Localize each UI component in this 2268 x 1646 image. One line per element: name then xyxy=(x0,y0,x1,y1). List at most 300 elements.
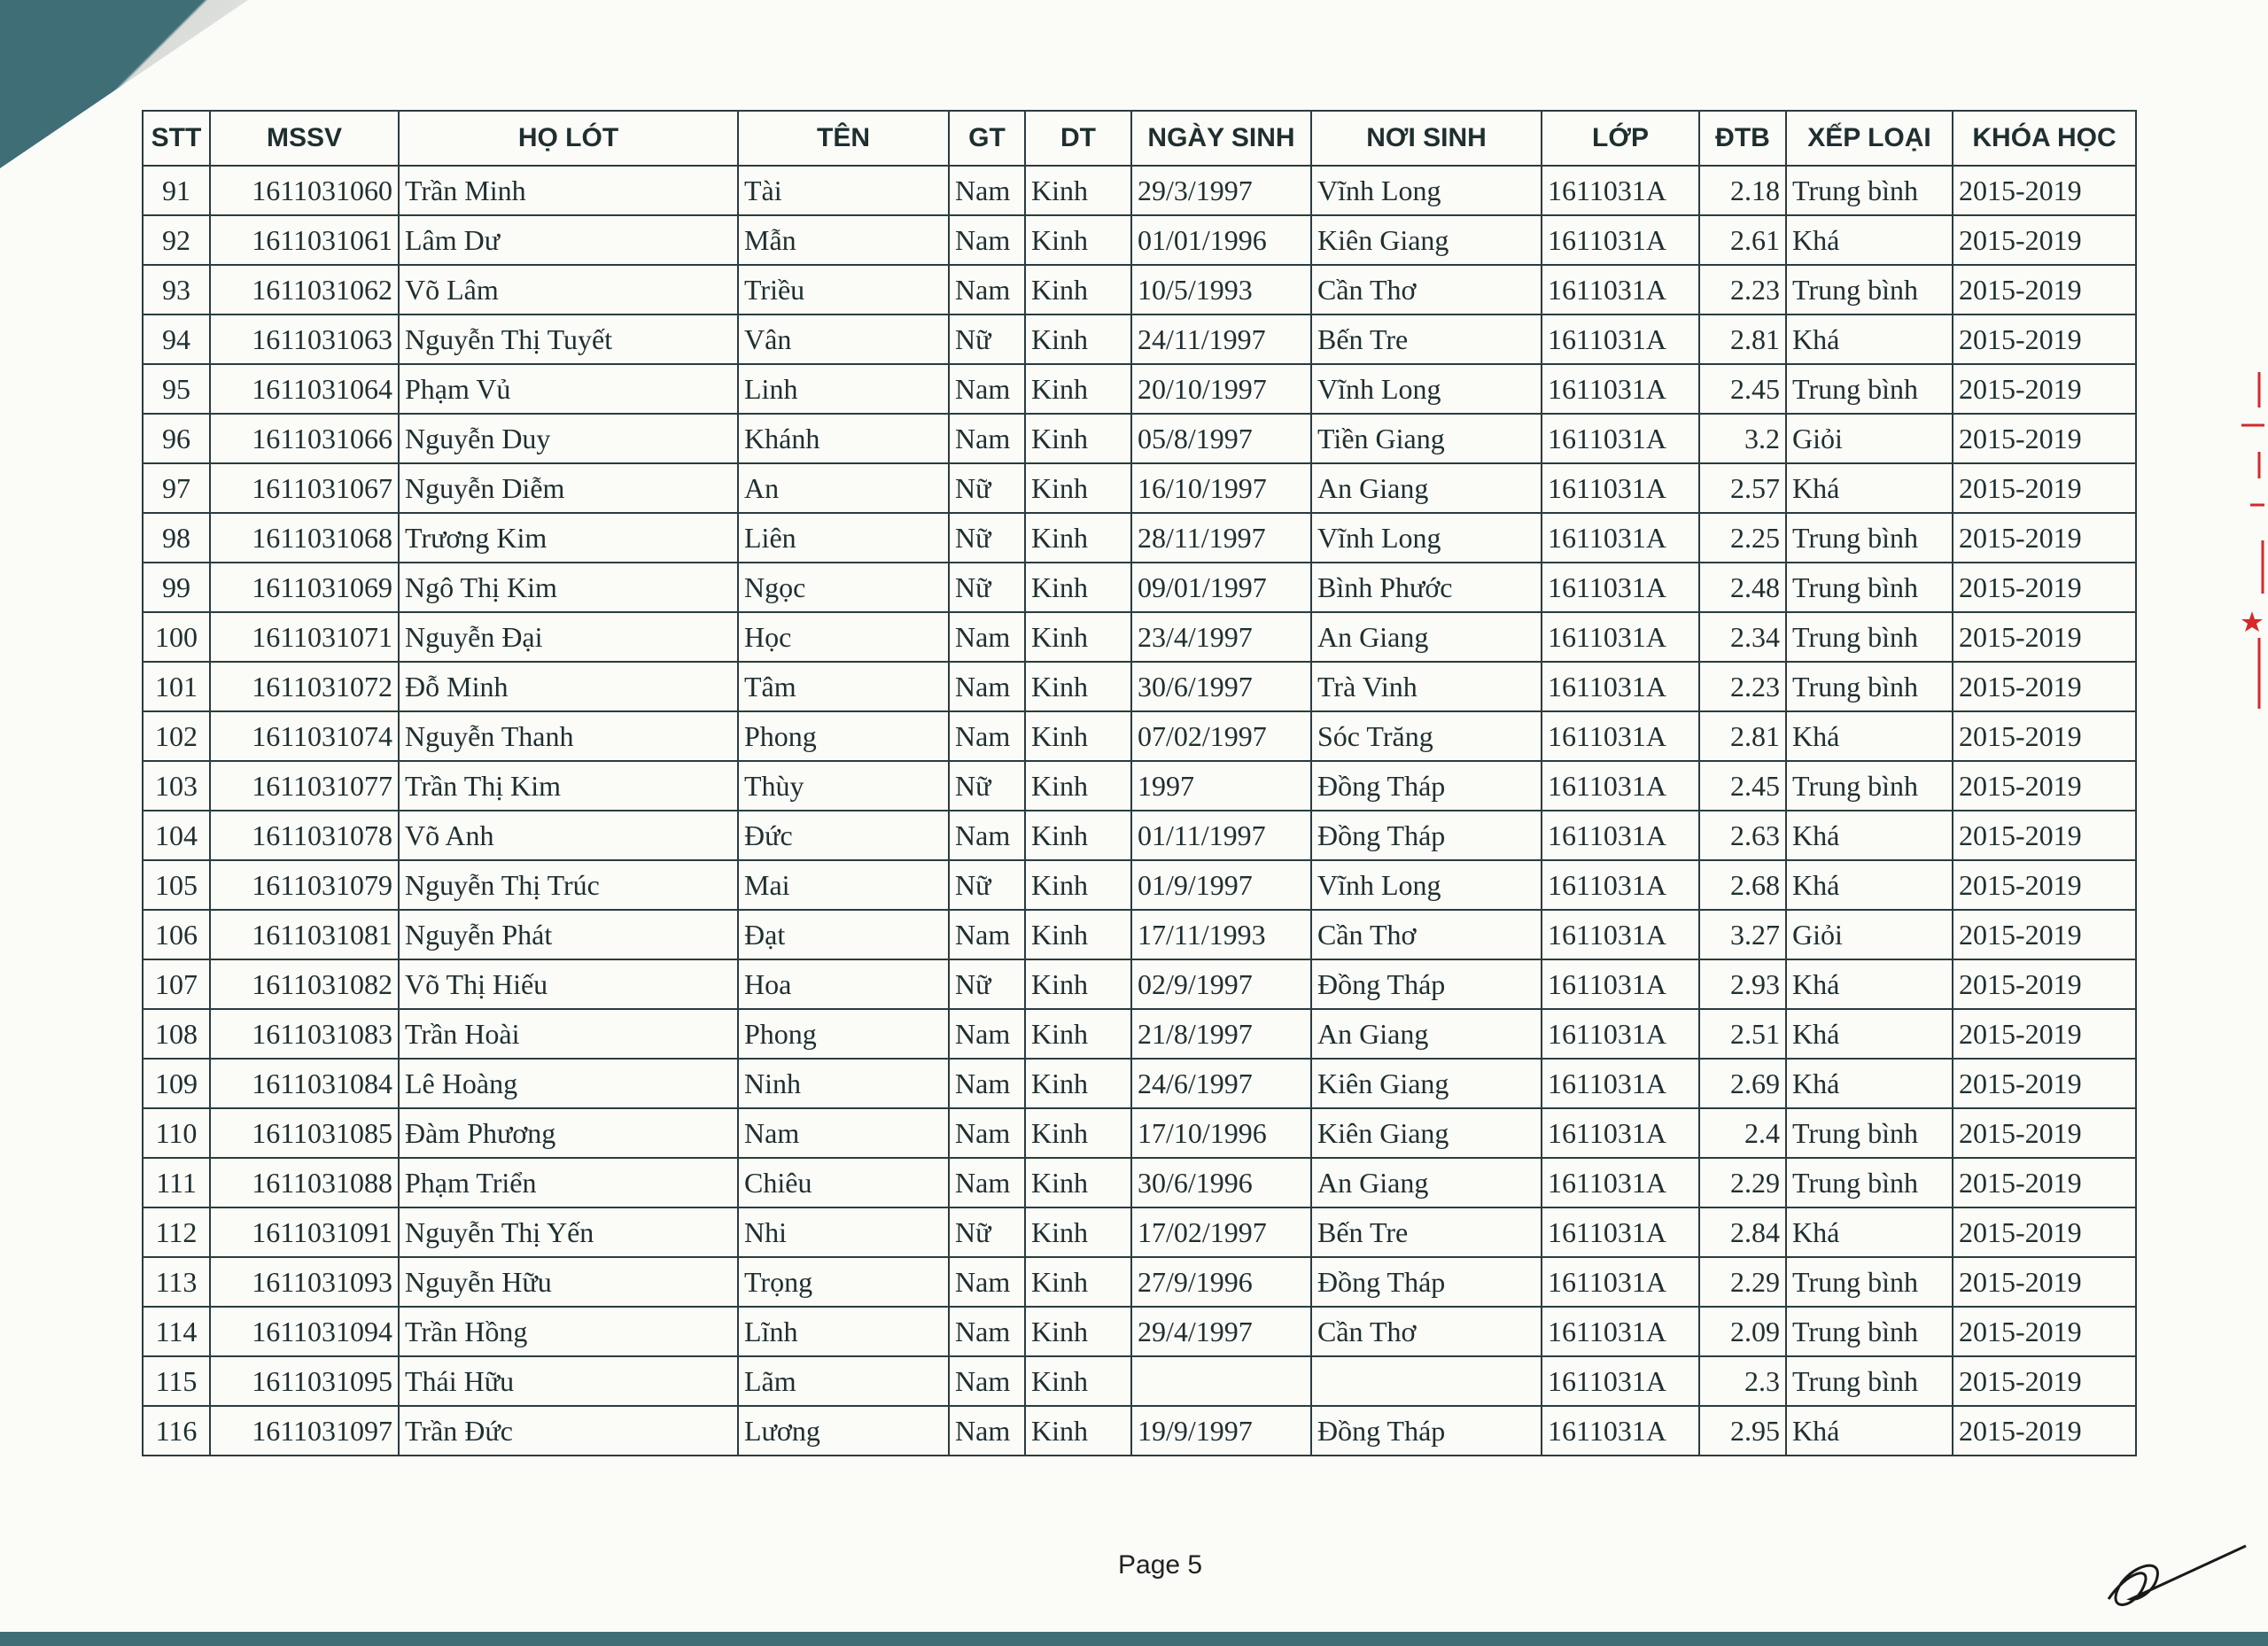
cell-noi-sinh: Vĩnh Long xyxy=(1311,860,1542,910)
cell-mssv: 1611031064 xyxy=(210,364,399,414)
cell-khoa-hoc: 2015-2019 xyxy=(1953,314,2136,364)
cell-ho-lot: Lâm Dư xyxy=(399,215,738,265)
cell-lop: 1611031A xyxy=(1542,1207,1699,1257)
cell-ho-lot: Võ Lâm xyxy=(399,265,738,314)
cell-lop: 1611031A xyxy=(1542,959,1699,1009)
cell-xep-loai: Khá xyxy=(1786,711,1953,761)
cell-xep-loai: Trung bình xyxy=(1786,265,1953,314)
cell-ho-lot: Nguyễn Thanh xyxy=(399,711,738,761)
cell-noi-sinh: Bến Tre xyxy=(1311,314,1542,364)
cell-ngay-sinh: 24/11/1997 xyxy=(1131,314,1311,364)
cell-gt: Nam xyxy=(949,910,1025,959)
cell-stt: 102 xyxy=(143,711,210,761)
cell-dtb: 2.61 xyxy=(1699,215,1786,265)
cell-stt: 95 xyxy=(143,364,210,414)
cell-ten: Hoa xyxy=(738,959,949,1009)
cell-ngay-sinh: 24/6/1997 xyxy=(1131,1059,1311,1108)
cell-dtb: 2.23 xyxy=(1699,265,1786,314)
cell-khoa-hoc: 2015-2019 xyxy=(1953,959,2136,1009)
cell-ho-lot: Ngô Thị Kim xyxy=(399,563,738,612)
header-xep-loai: XẾP LOẠI xyxy=(1786,111,1953,166)
cell-ten: Nhi xyxy=(738,1207,949,1257)
table-row xyxy=(143,1009,2136,1059)
cell-dtb: 2.95 xyxy=(1699,1406,1786,1456)
table-header-row xyxy=(143,111,2136,166)
cell-stt: 109 xyxy=(143,1059,210,1108)
cell-dtb: 2.3 xyxy=(1699,1356,1786,1406)
cell-ten: Tâm xyxy=(738,662,949,711)
table-row xyxy=(143,761,2136,811)
cell-mssv: 1611031095 xyxy=(210,1356,399,1406)
cell-ho-lot: Trần Hoài xyxy=(399,1009,738,1059)
handwritten-signature-icon xyxy=(2091,1537,2250,1617)
cell-khoa-hoc: 2015-2019 xyxy=(1953,612,2136,662)
cell-noi-sinh: Cần Thơ xyxy=(1311,265,1542,314)
table-row xyxy=(143,1257,2136,1307)
table-row xyxy=(143,1059,2136,1108)
cell-xep-loai: Trung bình xyxy=(1786,364,1953,414)
cell-ngay-sinh: 17/11/1993 xyxy=(1131,910,1311,959)
cell-noi-sinh: Đồng Tháp xyxy=(1311,811,1542,860)
cell-noi-sinh: An Giang xyxy=(1311,612,1542,662)
cell-xep-loai: Khá xyxy=(1786,959,1953,1009)
cell-noi-sinh: Vĩnh Long xyxy=(1311,166,1542,215)
table-row xyxy=(143,662,2136,711)
cell-gt: Nữ xyxy=(949,761,1025,811)
cell-lop: 1611031A xyxy=(1542,314,1699,364)
cell-ngay-sinh: 27/9/1996 xyxy=(1131,1257,1311,1307)
table-row xyxy=(143,513,2136,563)
table-row xyxy=(143,711,2136,761)
cell-ho-lot: Võ Anh xyxy=(399,811,738,860)
cell-ten: Ninh xyxy=(738,1059,949,1108)
cell-ten: Chiêu xyxy=(738,1158,949,1207)
cell-ten: Mẫn xyxy=(738,215,949,265)
cell-ten: Lãm xyxy=(738,1356,949,1406)
cell-noi-sinh: An Giang xyxy=(1311,1009,1542,1059)
cell-mssv: 1611031084 xyxy=(210,1059,399,1108)
cell-ho-lot: Phạm Vủ xyxy=(399,364,738,414)
cell-dt: Kinh xyxy=(1025,463,1131,513)
table-row xyxy=(143,364,2136,414)
cell-lop: 1611031A xyxy=(1542,215,1699,265)
cell-khoa-hoc: 2015-2019 xyxy=(1953,811,2136,860)
table-row xyxy=(143,860,2136,910)
cell-dt: Kinh xyxy=(1025,910,1131,959)
cell-dt: Kinh xyxy=(1025,662,1131,711)
cell-mssv: 1611031094 xyxy=(210,1307,399,1356)
cell-ten: Lĩnh xyxy=(738,1307,949,1356)
table-row xyxy=(143,1158,2136,1207)
cell-ngay-sinh: 17/02/1997 xyxy=(1131,1207,1311,1257)
cell-lop: 1611031A xyxy=(1542,1158,1699,1207)
cell-gt: Nam xyxy=(949,811,1025,860)
cell-noi-sinh: Cần Thơ xyxy=(1311,910,1542,959)
cell-noi-sinh: Vĩnh Long xyxy=(1311,513,1542,563)
cell-dt: Kinh xyxy=(1025,1356,1131,1406)
cell-lop: 1611031A xyxy=(1542,910,1699,959)
table-row xyxy=(143,215,2136,265)
cell-ten: Tài xyxy=(738,166,949,215)
cell-ho-lot: Nguyễn Diễm xyxy=(399,463,738,513)
header-noi-sinh: NƠI SINH xyxy=(1311,111,1542,166)
header-lop: LỚP xyxy=(1542,111,1699,166)
cell-ho-lot: Trương Kim xyxy=(399,513,738,563)
cell-mssv: 1611031067 xyxy=(210,463,399,513)
cell-mssv: 1611031083 xyxy=(210,1009,399,1059)
cell-dtb: 2.84 xyxy=(1699,1207,1786,1257)
cell-mssv: 1611031069 xyxy=(210,563,399,612)
cell-xep-loai: Khá xyxy=(1786,1406,1953,1456)
page-number: Page 5 xyxy=(1118,1550,1203,1580)
cell-ten: Liên xyxy=(738,513,949,563)
cell-dtb: 2.93 xyxy=(1699,959,1786,1009)
cell-dtb: 2.34 xyxy=(1699,612,1786,662)
cell-mssv: 1611031061 xyxy=(210,215,399,265)
cell-noi-sinh: Đồng Tháp xyxy=(1311,1257,1542,1307)
cell-ngay-sinh: 17/10/1996 xyxy=(1131,1108,1311,1158)
cell-mssv: 1611031071 xyxy=(210,612,399,662)
cell-ho-lot: Nguyễn Thị Yến xyxy=(399,1207,738,1257)
header-khoa-hoc: KHÓA HỌC xyxy=(1953,111,2136,166)
cell-dt: Kinh xyxy=(1025,513,1131,563)
cell-ho-lot: Đỗ Minh xyxy=(399,662,738,711)
cell-xep-loai: Trung bình xyxy=(1786,166,1953,215)
cell-gt: Nam xyxy=(949,711,1025,761)
cell-ten: Ngọc xyxy=(738,563,949,612)
cell-ten: Thùy xyxy=(738,761,949,811)
cell-khoa-hoc: 2015-2019 xyxy=(1953,910,2136,959)
cell-dt: Kinh xyxy=(1025,1059,1131,1108)
header-stt: STT xyxy=(143,111,210,166)
cell-xep-loai: Khá xyxy=(1786,463,1953,513)
cell-ngay-sinh: 02/9/1997 xyxy=(1131,959,1311,1009)
cell-khoa-hoc: 2015-2019 xyxy=(1953,265,2136,314)
cell-gt: Nữ xyxy=(949,463,1025,513)
cell-dtb: 2.23 xyxy=(1699,662,1786,711)
cell-xep-loai: Trung bình xyxy=(1786,612,1953,662)
cell-ho-lot: Nguyễn Thị Trúc xyxy=(399,860,738,910)
cell-xep-loai: Khá xyxy=(1786,314,1953,364)
table-row xyxy=(143,414,2136,463)
cell-xep-loai: Khá xyxy=(1786,811,1953,860)
cell-ngay-sinh: 09/01/1997 xyxy=(1131,563,1311,612)
cell-ngay-sinh: 01/11/1997 xyxy=(1131,811,1311,860)
cell-ngay-sinh: 30/6/1996 xyxy=(1131,1158,1311,1207)
cell-gt: Nam xyxy=(949,364,1025,414)
cell-xep-loai: Trung bình xyxy=(1786,1108,1953,1158)
table-row xyxy=(143,1307,2136,1356)
cell-stt: 112 xyxy=(143,1207,210,1257)
cell-khoa-hoc: 2015-2019 xyxy=(1953,1009,2136,1059)
cell-xep-loai: Khá xyxy=(1786,860,1953,910)
cell-xep-loai: Khá xyxy=(1786,1207,1953,1257)
cell-noi-sinh xyxy=(1311,1356,1542,1406)
cell-dtb: 2.51 xyxy=(1699,1009,1786,1059)
cell-dt: Kinh xyxy=(1025,166,1131,215)
cell-ho-lot: Trần Thị Kim xyxy=(399,761,738,811)
cell-dtb: 2.18 xyxy=(1699,166,1786,215)
cell-lop: 1611031A xyxy=(1542,1257,1699,1307)
cell-khoa-hoc: 2015-2019 xyxy=(1953,463,2136,513)
cell-lop: 1611031A xyxy=(1542,1009,1699,1059)
cell-ngay-sinh: 20/10/1997 xyxy=(1131,364,1311,414)
table-row xyxy=(143,959,2136,1009)
cell-noi-sinh: Đồng Tháp xyxy=(1311,1406,1542,1456)
cell-ngay-sinh xyxy=(1131,1356,1311,1406)
cell-dtb: 2.25 xyxy=(1699,513,1786,563)
cell-xep-loai: Trung bình xyxy=(1786,1356,1953,1406)
cell-dt: Kinh xyxy=(1025,860,1131,910)
cell-dtb: 2.63 xyxy=(1699,811,1786,860)
cell-mssv: 1611031093 xyxy=(210,1257,399,1307)
table-body xyxy=(143,166,2136,1456)
cell-mssv: 1611031074 xyxy=(210,711,399,761)
table-row xyxy=(143,1356,2136,1406)
cell-dtb: 2.4 xyxy=(1699,1108,1786,1158)
cell-ho-lot: Võ Thị Hiếu xyxy=(399,959,738,1009)
cell-dt: Kinh xyxy=(1025,1108,1131,1158)
cell-noi-sinh: Kiên Giang xyxy=(1311,1108,1542,1158)
table-row xyxy=(143,1406,2136,1456)
cell-dt: Kinh xyxy=(1025,1406,1131,1456)
cell-mssv: 1611031079 xyxy=(210,860,399,910)
cell-gt: Nữ xyxy=(949,513,1025,563)
cell-noi-sinh: An Giang xyxy=(1311,463,1542,513)
cell-noi-sinh: Đồng Tháp xyxy=(1311,959,1542,1009)
cell-mssv: 1611031060 xyxy=(210,166,399,215)
cell-stt: 96 xyxy=(143,414,210,463)
cell-gt: Nam xyxy=(949,1257,1025,1307)
cell-mssv: 1611031078 xyxy=(210,811,399,860)
cell-ngay-sinh: 28/11/1997 xyxy=(1131,513,1311,563)
cell-mssv: 1611031097 xyxy=(210,1406,399,1456)
cell-mssv: 1611031091 xyxy=(210,1207,399,1257)
cell-xep-loai: Khá xyxy=(1786,1059,1953,1108)
cell-dt: Kinh xyxy=(1025,761,1131,811)
table-row xyxy=(143,265,2136,314)
cell-ho-lot: Nguyễn Hữu xyxy=(399,1257,738,1307)
cell-ten: Linh xyxy=(738,364,949,414)
cell-gt: Nam xyxy=(949,1009,1025,1059)
cell-lop: 1611031A xyxy=(1542,414,1699,463)
cell-khoa-hoc: 2015-2019 xyxy=(1953,364,2136,414)
cell-xep-loai: Trung bình xyxy=(1786,1257,1953,1307)
cell-dt: Kinh xyxy=(1025,563,1131,612)
cell-lop: 1611031A xyxy=(1542,513,1699,563)
cell-gt: Nam xyxy=(949,1307,1025,1356)
cell-khoa-hoc: 2015-2019 xyxy=(1953,761,2136,811)
cell-khoa-hoc: 2015-2019 xyxy=(1953,414,2136,463)
cell-ngay-sinh: 01/9/1997 xyxy=(1131,860,1311,910)
cell-dtb: 2.45 xyxy=(1699,364,1786,414)
cell-khoa-hoc: 2015-2019 xyxy=(1953,1207,2136,1257)
cell-xep-loai: Khá xyxy=(1786,215,1953,265)
cell-noi-sinh: Kiên Giang xyxy=(1311,1059,1542,1108)
student-roster-table xyxy=(142,110,2137,1456)
cell-ho-lot: Thái Hữu xyxy=(399,1356,738,1406)
cell-khoa-hoc: 2015-2019 xyxy=(1953,860,2136,910)
cell-ngay-sinh: 01/01/1996 xyxy=(1131,215,1311,265)
cell-xep-loai: Trung bình xyxy=(1786,1307,1953,1356)
cell-lop: 1611031A xyxy=(1542,1108,1699,1158)
cell-dtb: 2.69 xyxy=(1699,1059,1786,1108)
cell-lop: 1611031A xyxy=(1542,1059,1699,1108)
cell-dt: Kinh xyxy=(1025,959,1131,1009)
cell-ten: Phong xyxy=(738,711,949,761)
cell-lop: 1611031A xyxy=(1542,761,1699,811)
cell-xep-loai: Trung bình xyxy=(1786,513,1953,563)
cell-lop: 1611031A xyxy=(1542,364,1699,414)
table-row xyxy=(143,563,2136,612)
header-dtb: ĐTB xyxy=(1699,111,1786,166)
table-row xyxy=(143,166,2136,215)
cell-xep-loai: Trung bình xyxy=(1786,761,1953,811)
cell-lop: 1611031A xyxy=(1542,1307,1699,1356)
table-row xyxy=(143,463,2136,513)
cell-khoa-hoc: 2015-2019 xyxy=(1953,166,2136,215)
table-row xyxy=(143,910,2136,959)
cell-lop: 1611031A xyxy=(1542,612,1699,662)
table-row xyxy=(143,1108,2136,1158)
cell-dtb: 2.68 xyxy=(1699,860,1786,910)
cell-dt: Kinh xyxy=(1025,265,1131,314)
cell-gt: Nữ xyxy=(949,860,1025,910)
cell-noi-sinh: Đồng Tháp xyxy=(1311,761,1542,811)
cell-noi-sinh: Tiền Giang xyxy=(1311,414,1542,463)
cell-dtb: 2.81 xyxy=(1699,711,1786,761)
cell-khoa-hoc: 2015-2019 xyxy=(1953,1406,2136,1456)
cell-mssv: 1611031063 xyxy=(210,314,399,364)
cell-stt: 94 xyxy=(143,314,210,364)
header-dt: DT xyxy=(1025,111,1131,166)
cell-mssv: 1611031068 xyxy=(210,513,399,563)
cell-ten: Triều xyxy=(738,265,949,314)
cell-ho-lot: Trần Đức xyxy=(399,1406,738,1456)
cell-ho-lot: Nguyễn Đại xyxy=(399,612,738,662)
cell-mssv: 1611031085 xyxy=(210,1108,399,1158)
cell-gt: Nữ xyxy=(949,563,1025,612)
cell-dt: Kinh xyxy=(1025,1009,1131,1059)
cell-khoa-hoc: 2015-2019 xyxy=(1953,1108,2136,1158)
cell-ho-lot: Phạm Triển xyxy=(399,1158,738,1207)
header-ngay-sinh: NGÀY SINH xyxy=(1131,111,1311,166)
header-gt: GT xyxy=(949,111,1025,166)
cell-lop: 1611031A xyxy=(1542,662,1699,711)
cell-khoa-hoc: 2015-2019 xyxy=(1953,1307,2136,1356)
cell-gt: Nam xyxy=(949,1406,1025,1456)
cell-lop: 1611031A xyxy=(1542,711,1699,761)
cell-khoa-hoc: 2015-2019 xyxy=(1953,711,2136,761)
cell-gt: Nam xyxy=(949,1356,1025,1406)
cell-ten: Lương xyxy=(738,1406,949,1456)
cell-noi-sinh: Sóc Trăng xyxy=(1311,711,1542,761)
cell-lop: 1611031A xyxy=(1542,1406,1699,1456)
cell-lop: 1611031A xyxy=(1542,463,1699,513)
cell-gt: Nam xyxy=(949,265,1025,314)
cell-noi-sinh: Trà Vinh xyxy=(1311,662,1542,711)
cell-ho-lot: Trần Hồng xyxy=(399,1307,738,1356)
header-mssv: MSSV xyxy=(210,111,399,166)
cell-dtb: 2.29 xyxy=(1699,1257,1786,1307)
cell-dt: Kinh xyxy=(1025,1307,1131,1356)
cell-ngay-sinh: 19/9/1997 xyxy=(1131,1406,1311,1456)
cell-mssv: 1611031088 xyxy=(210,1158,399,1207)
cell-mssv: 1611031077 xyxy=(210,761,399,811)
cell-ten: Vân xyxy=(738,314,949,364)
cell-xep-loai: Trung bình xyxy=(1786,563,1953,612)
cell-ngay-sinh: 16/10/1997 xyxy=(1131,463,1311,513)
cell-khoa-hoc: 2015-2019 xyxy=(1953,1356,2136,1406)
cell-gt: Nam xyxy=(949,662,1025,711)
cell-ho-lot: Lê Hoàng xyxy=(399,1059,738,1108)
cell-dt: Kinh xyxy=(1025,215,1131,265)
cell-stt: 103 xyxy=(143,761,210,811)
cell-ten: Đạt xyxy=(738,910,949,959)
cell-khoa-hoc: 2015-2019 xyxy=(1953,1257,2136,1307)
cell-stt: 114 xyxy=(143,1307,210,1356)
cell-stt: 116 xyxy=(143,1406,210,1456)
header-ten: TÊN xyxy=(738,111,949,166)
red-stamp-icon xyxy=(2233,372,2268,709)
cell-gt: Nam xyxy=(949,414,1025,463)
table-row xyxy=(143,314,2136,364)
cell-ngay-sinh: 10/5/1993 xyxy=(1131,265,1311,314)
cell-dt: Kinh xyxy=(1025,1207,1131,1257)
cell-xep-loai: Khá xyxy=(1786,1009,1953,1059)
cell-ho-lot: Đàm Phương xyxy=(399,1108,738,1158)
cell-mssv: 1611031066 xyxy=(210,414,399,463)
cell-ten: Khánh xyxy=(738,414,949,463)
cell-ho-lot: Nguyễn Phát xyxy=(399,910,738,959)
cell-khoa-hoc: 2015-2019 xyxy=(1953,662,2136,711)
table-row xyxy=(143,811,2136,860)
cell-dtb: 2.81 xyxy=(1699,314,1786,364)
cell-xep-loai: Trung bình xyxy=(1786,662,1953,711)
cell-ngay-sinh: 29/4/1997 xyxy=(1131,1307,1311,1356)
cell-xep-loai: Trung bình xyxy=(1786,1158,1953,1207)
cell-dtb: 2.29 xyxy=(1699,1158,1786,1207)
cell-noi-sinh: An Giang xyxy=(1311,1158,1542,1207)
cell-stt: 93 xyxy=(143,265,210,314)
cell-ten: An xyxy=(738,463,949,513)
cell-noi-sinh: Bến Tre xyxy=(1311,1207,1542,1257)
cell-noi-sinh: Bình Phước xyxy=(1311,563,1542,612)
cell-gt: Nữ xyxy=(949,314,1025,364)
cell-stt: 99 xyxy=(143,563,210,612)
cell-lop: 1611031A xyxy=(1542,265,1699,314)
cell-noi-sinh: Cần Thơ xyxy=(1311,1307,1542,1356)
cell-dtb: 2.57 xyxy=(1699,463,1786,513)
cell-stt: 113 xyxy=(143,1257,210,1307)
cell-stt: 91 xyxy=(143,166,210,215)
table-row xyxy=(143,612,2136,662)
cell-lop: 1611031A xyxy=(1542,860,1699,910)
cell-mssv: 1611031062 xyxy=(210,265,399,314)
cell-stt: 92 xyxy=(143,215,210,265)
cell-gt: Nữ xyxy=(949,959,1025,1009)
cell-gt: Nam xyxy=(949,612,1025,662)
cell-ho-lot: Trần Minh xyxy=(399,166,738,215)
cell-dt: Kinh xyxy=(1025,811,1131,860)
cell-gt: Nam xyxy=(949,1108,1025,1158)
cell-stt: 101 xyxy=(143,662,210,711)
cell-stt: 107 xyxy=(143,959,210,1009)
cell-dt: Kinh xyxy=(1025,364,1131,414)
cell-stt: 111 xyxy=(143,1158,210,1207)
cell-lop: 1611031A xyxy=(1542,563,1699,612)
cell-ten: Nam xyxy=(738,1108,949,1158)
